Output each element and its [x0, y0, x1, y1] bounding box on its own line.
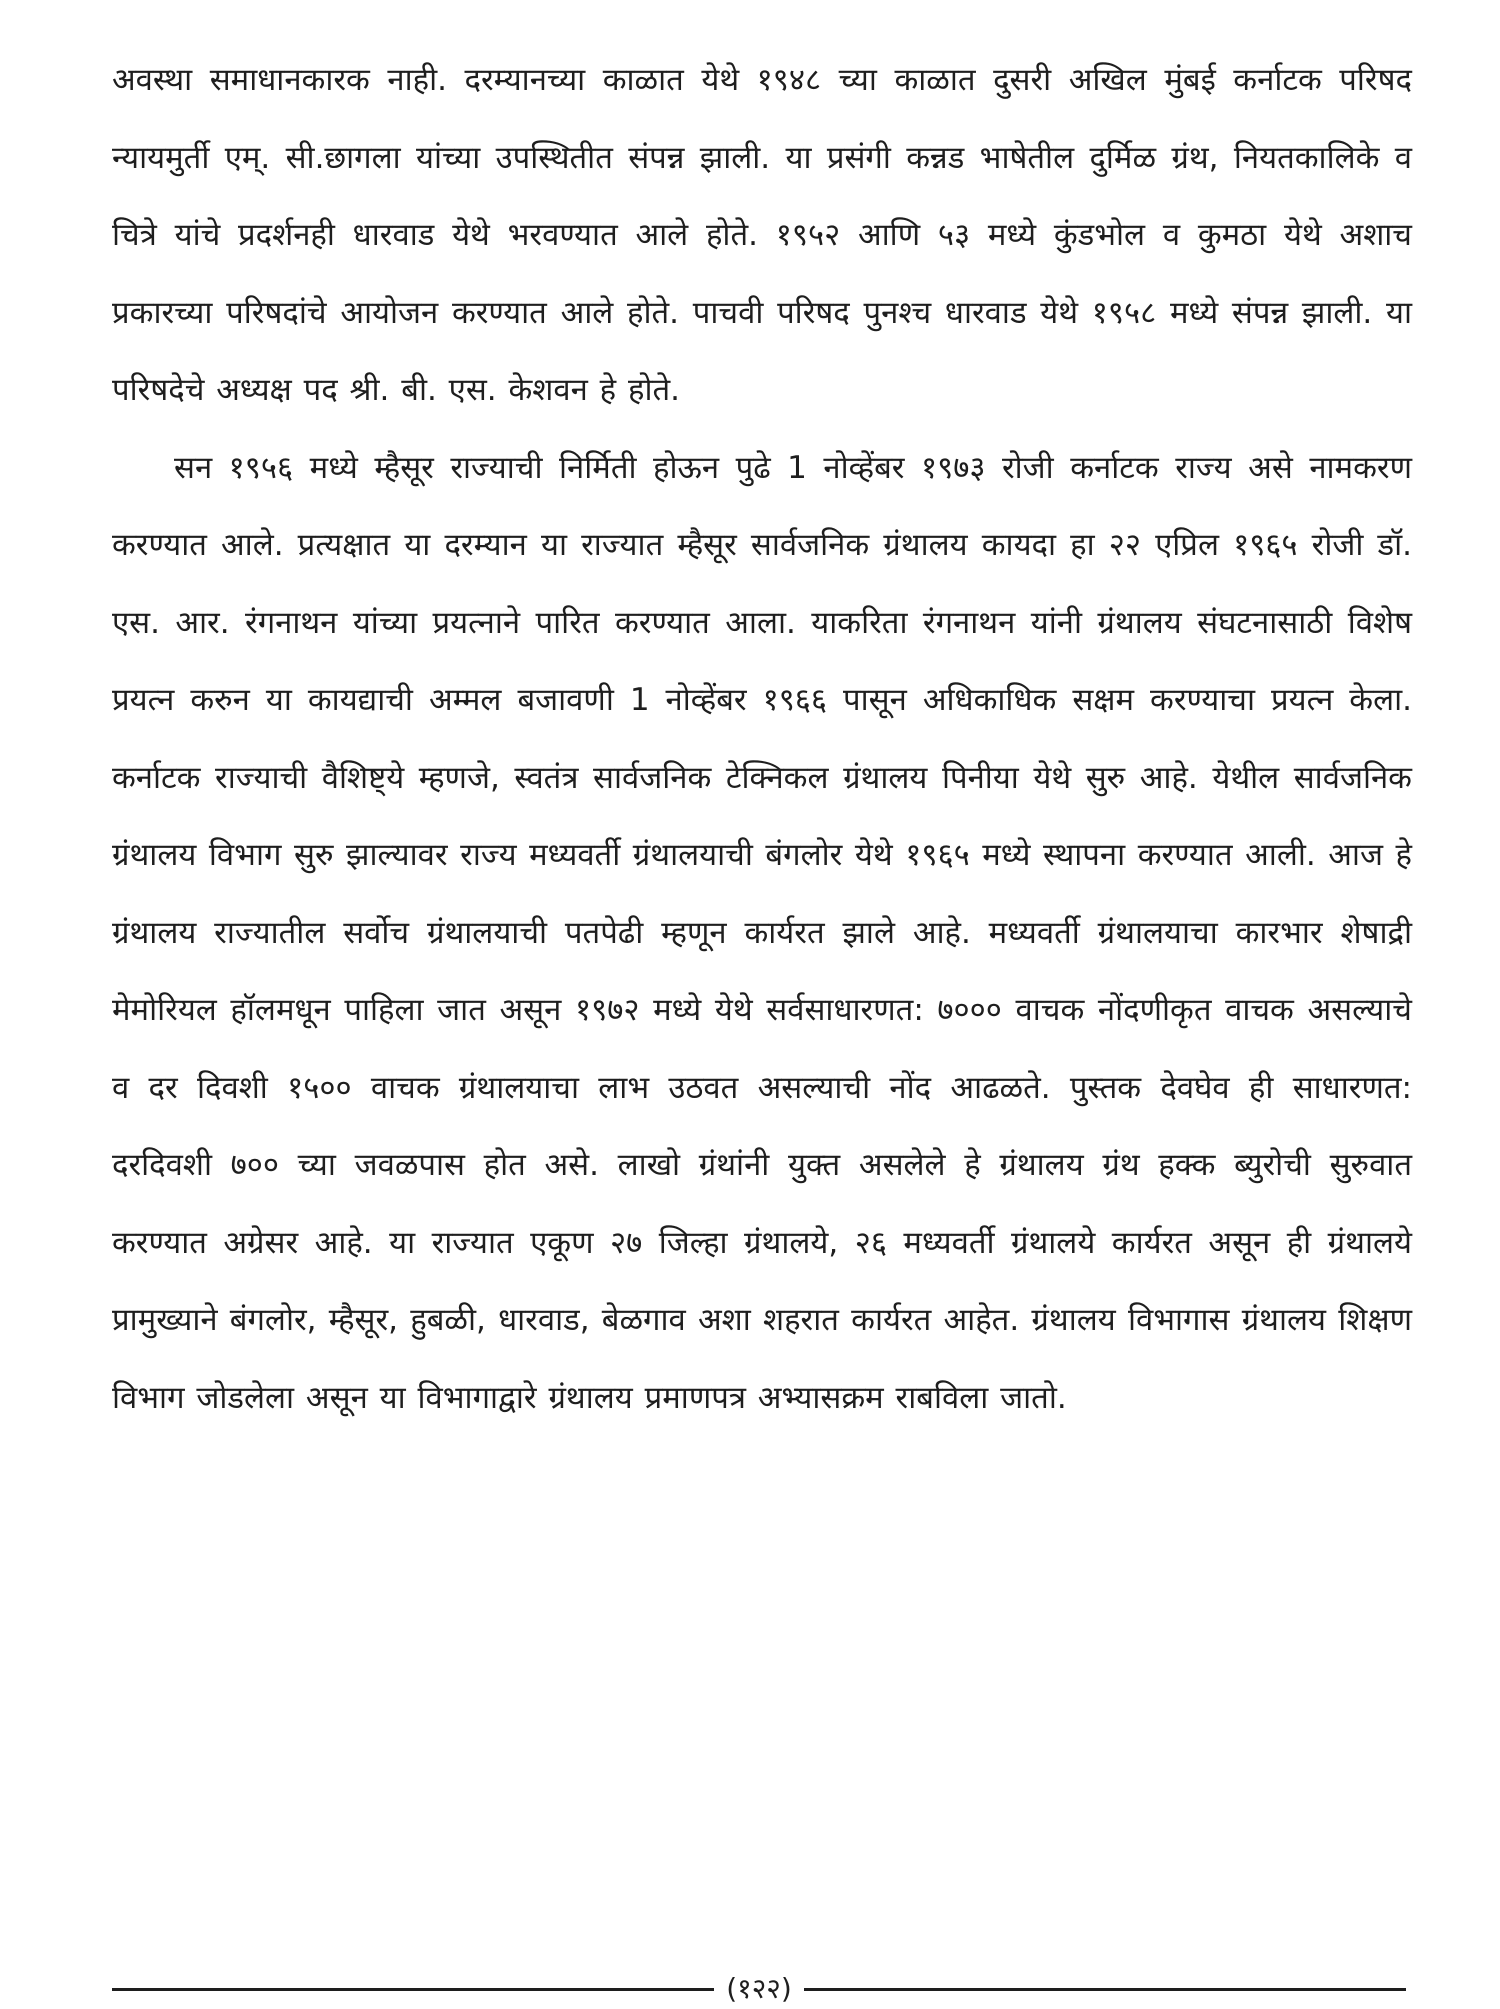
page-footer [112, 1969, 1406, 2009]
paragraph-2: सन १९५६ मध्ये म्हैसूर राज्याची निर्मिती होऊन पुढे 1 नोव्हेंबर १९७३ रोजी कर्नाटक राज्य असे नामकरण करण्यात आले. प्रत्यक्षात या दरम्यान या राज्यात म्हैसूर सार्वजनिक ग्रंथालय कायदा हा २२ एप्रिल १९६५ रोजी डॉ. एस. आर. रंगनाथन यांच्या प्रयत्नाने पारित करण्यात आला. याकरिता रंगनाथन यांनी ग्रंथालय संघटनासाठी विशेष प्रयत्न करुन या कायद्याची अम्मल बजावणी 1 नोव्हेंबर १९६६ पासून अधिकाधिक सक्षम करण्याचा प्रयत्न केला. कर्नाटक राज्याची वैशिष्ट्ये म्हणजे, स्वतंत्र सार्वजनिक टेक्निकल ग्रंथालय पिनीया येथे सुरु आहे. येथील सार्वजनिक ग्रंथालय विभाग सुरु झाल्यावर राज्य मध्यवर्ती ग्रंथालयाची बंगलोर येथे १९६५ मध्ये स्थापना करण्यात आली. आज हे ग्रंथालय राज्यातील सर्वोच ग्रंथालयाची पतपेढी म्हणून कार्यरत झाले आहे. मध्यवर्ती ग्रंथालयाचा कारभार शेषाद्री मेमोरियल हॉलमधून पाहिला जात असून १९७२ मध्ये येथे सर्वसाधारणत: ७००० वाचक नोंदणीकृत वाचक असल्याचे व दर दिवशी १५०० वाचक ग्रंथालयाचा लाभ उठवत असल्याची नोंद आढळते. पुस्तक देवघेव ही साधारणत: दरदिवशी ७०० च्या जवळपास होत असे. लाखो ग्रंथांनी युक्त असलेले हे ग्रंथालय ग्रंथ हक्क ब्युरोची सुरुवात करण्यात अग्रेसर आहे. या राज्यात एकूण २७ जिल्हा ग्रंथालये, २६ मध्यवर्ती ग्रंथालये कार्यरत असून ही ग्रंथालये प्रामुख्याने बंगलोर, म्हैसूर, हुबळी, धारवाड, बेळगाव अशा शहरात कार्यरत आहेत. ग्रंथालय विभागास ग्रंथालय शिक्षण विभाग जोडलेला असून या विभागाद्वारे ग्रंथालय प्रमाणपत्र अभ्यासक्रम राबविला जातो. [112, 449, 1412, 1416]
footer-rule-left [112, 1988, 714, 1991]
page-number: (१२२) [726, 1972, 792, 2005]
body-text [112, 42, 1412, 1437]
footer-rule-right [804, 1988, 1406, 1991]
paragraph-1: अवस्था समाधानकारक नाही. दरम्यानच्या काळात येथे १९४८ च्या काळात दुसरी अखिल मुंबई कर्नाटक परिषद न्यायमुर्ती एम्. सी.छागला यांच्या उपस्थितीत संपन्न झाली. या प्रसंगी कन्नड भाषेतील दुर्मिळ ग्रंथ, नियतकालिके व चित्रे यांचे प्रदर्शनही धारवाड येथे भरवण्यात आले होते. १९५२ आणि ५३ मध्ये कुंडभोल व कुमठा येथे अशाच प्रकारच्या परिषदांचे आयोजन करण्यात आले होते. पाचवी परिषद पुनश्च धारवाड येथे १९५८ मध्ये संपन्न झाली. या परिषदेचे अध्यक्ष पद श्री. बी. एस. केशवन हे होते. [112, 62, 1412, 408]
